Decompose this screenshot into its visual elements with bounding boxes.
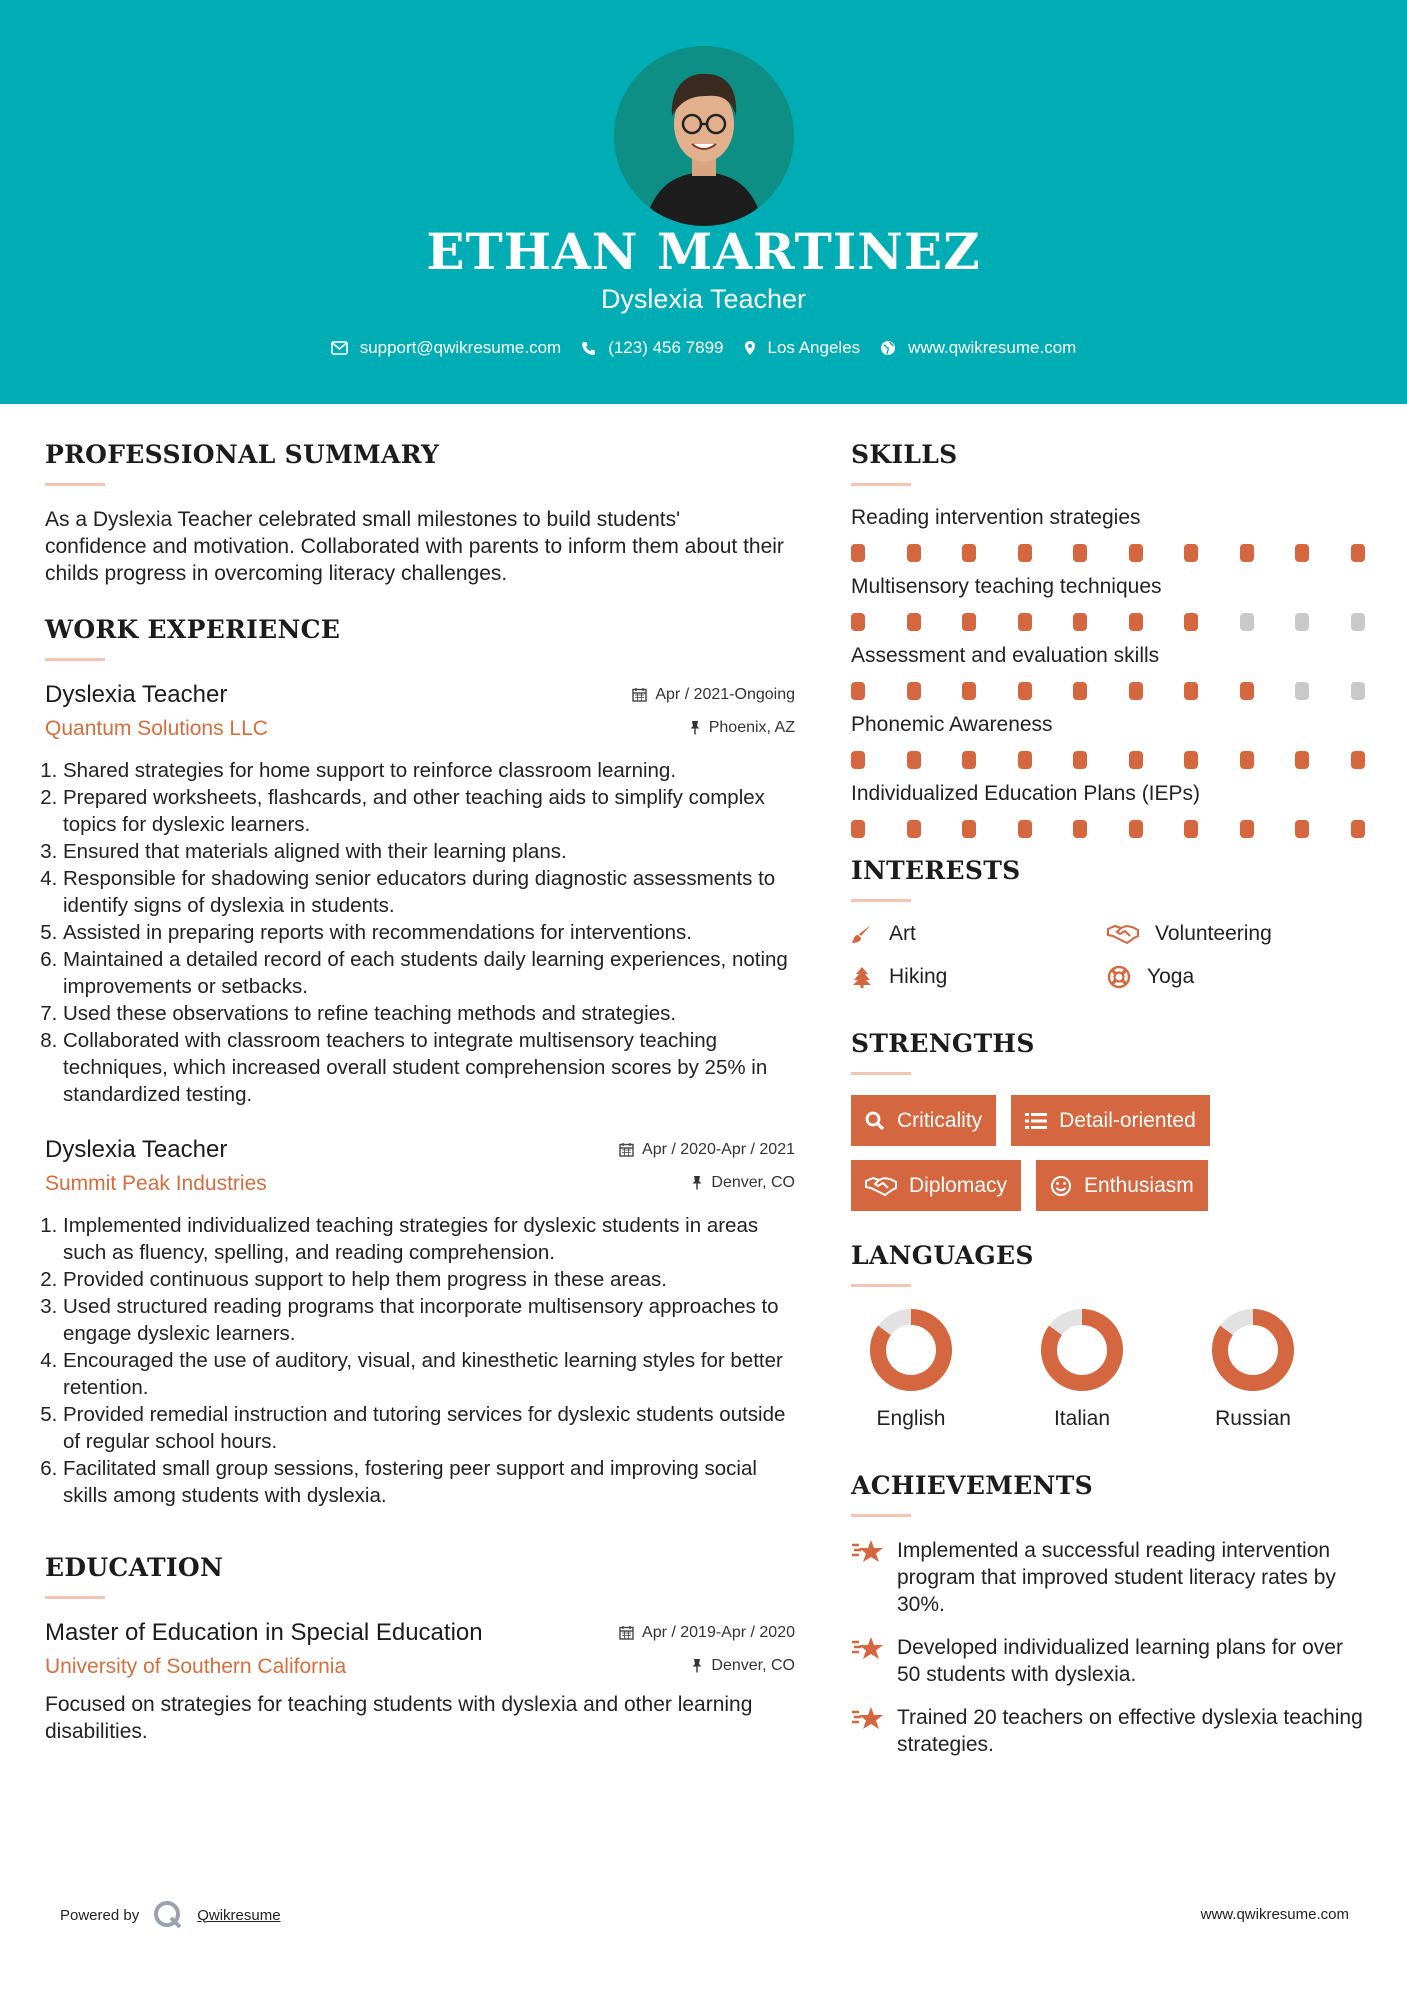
rating-dot-filled (907, 820, 921, 838)
achievement-text: Implemented a successful reading intervention program that improved student literacy rates by 30%. (897, 1539, 1336, 1616)
job-location: Phoenix, AZ (689, 719, 795, 737)
contact-bar (0, 338, 1407, 358)
contact-website[interactable] (880, 338, 1076, 358)
section-divider (851, 1514, 911, 1517)
footer-powered-by: Powered by Qwikresume (60, 1900, 281, 1930)
job-dates: Apr / 2021-Ongoing (632, 686, 795, 704)
education-location: Denver, CO (691, 1657, 795, 1675)
list-item: 5. Assisted in preparing reports with recommendations for interventions. (63, 919, 795, 946)
strength-tag-detail-oriented: Detail-oriented (1011, 1095, 1210, 1146)
contact-website-text[interactable]: www.qwikresume.com (908, 338, 1077, 357)
education-description: Focused on strategies for teaching students with dyslexia and other learning disabilities. (45, 1693, 753, 1743)
section-divider (45, 483, 105, 486)
rating-dot-filled (907, 751, 921, 769)
rating-dot-filled (851, 751, 865, 769)
interests-section (851, 856, 1371, 989)
profile-photo (614, 46, 794, 226)
section-divider (45, 658, 105, 661)
contact-phone[interactable] (581, 338, 723, 358)
list-item: 7. Used these observations to refine teaching methods and strategies. (63, 1000, 795, 1027)
left-column (45, 440, 795, 1745)
calendar-icon (619, 1625, 634, 1640)
rating-dot-filled (1240, 820, 1254, 838)
language-item (1193, 1307, 1364, 1431)
rating-dot-filled (1295, 751, 1309, 769)
paintbrush-icon (851, 923, 873, 945)
job-dates: Apr / 2020-Apr / 2021 (619, 1141, 795, 1159)
skill-rating (851, 820, 1365, 838)
rating-dot-filled (1184, 613, 1198, 631)
rating-dot-filled (1129, 751, 1143, 769)
rating-dot-filled (1073, 544, 1087, 562)
rating-dot-filled (1018, 751, 1032, 769)
rating-dot-filled (1351, 544, 1365, 562)
map-marker-icon (744, 340, 756, 356)
list-icon (1025, 1112, 1047, 1130)
skill-item (851, 575, 1371, 631)
job-entry (45, 681, 795, 1108)
school-name: University of Southern California (45, 1655, 347, 1678)
language-item (851, 1307, 1022, 1431)
contact-location-text: Los Angeles (767, 338, 861, 357)
section-divider (45, 1596, 105, 1599)
rating-dot-filled (1295, 544, 1309, 562)
skill-rating (851, 682, 1365, 700)
rating-dot-filled (962, 820, 976, 838)
rating-dot-filled (1073, 751, 1087, 769)
section-divider (851, 1284, 911, 1287)
achievement-text: Developed individualized learning plans for over 50 students with dyslexia. (897, 1636, 1343, 1686)
rating-dot-filled (962, 544, 976, 562)
section-divider (851, 899, 911, 902)
rating-dot-filled (1240, 544, 1254, 562)
skill-rating (851, 613, 1365, 631)
section-heading: STRENGTHS (851, 1029, 1035, 1058)
star-icon (851, 1636, 885, 1662)
pushpin-icon (691, 1658, 703, 1673)
rating-dot-filled (1129, 613, 1143, 631)
section-heading: SKILLS (851, 440, 958, 469)
interest-item-volunteering: Volunteering (1107, 922, 1363, 946)
list-item: 2. Prepared worksheets, flashcards, and other teaching aids to simplify complex topics for dyslexic learners. (63, 784, 795, 838)
skill-item (851, 506, 1371, 562)
qwikresume-logo-icon (153, 1900, 183, 1930)
pushpin-icon (691, 1175, 703, 1190)
language-name: Russian (1215, 1407, 1291, 1430)
skill-item (851, 644, 1371, 700)
skill-name: Phonemic Awareness (851, 713, 1053, 736)
language-level-ring (1039, 1307, 1125, 1393)
contact-email-text[interactable]: support@qwikresume.com (359, 338, 562, 357)
strength-tag-criticality: Criticality (851, 1095, 996, 1146)
rating-dot-filled (1240, 751, 1254, 769)
skill-name: Individualized Education Plans (IEPs) (851, 782, 1201, 805)
achievements-section (851, 1471, 1371, 1758)
footer-website-link[interactable]: www.qwikresume.com (1200, 1906, 1349, 1923)
rating-dot-filled (907, 613, 921, 631)
skill-item (851, 713, 1371, 769)
calendar-icon (632, 687, 647, 702)
list-item: 3. Used structured reading programs that incorporate multisensory approaches to engage dyslexic learners. (63, 1293, 795, 1347)
company-name: Quantum Solutions LLC (45, 717, 268, 740)
rating-dot-filled (1184, 544, 1198, 562)
phone-icon (581, 341, 596, 356)
section-heading: EDUCATION (45, 1553, 224, 1582)
job-location: Denver, CO (691, 1174, 795, 1192)
rating-dot-filled (1129, 682, 1143, 700)
rating-dot-filled (851, 820, 865, 838)
rating-dot-filled (1351, 820, 1365, 838)
strengths-section (851, 1029, 1371, 1211)
summary-text: As a Dyslexia Teacher celebrated small milestones to build students' confidence and motivation. Collaborated with parents to inform them about their childs progress in overcoming literacy challenges. (45, 508, 784, 585)
skills-section (851, 440, 1371, 838)
rating-dot-filled (1018, 613, 1032, 631)
handshake-icon (865, 1175, 897, 1197)
rating-dot-filled (1073, 682, 1087, 700)
achievement-item (851, 1634, 1371, 1688)
section-heading: PROFESSIONAL SUMMARY (45, 440, 440, 469)
job-entry-title: Dyslexia Teacher (45, 1136, 228, 1163)
rating-dot-filled (1240, 682, 1254, 700)
contact-location (744, 338, 861, 358)
rating-dot-filled (1295, 820, 1309, 838)
rating-dot-filled (1018, 544, 1032, 562)
section-heading: WORK EXPERIENCE (45, 615, 341, 644)
rating-dot-filled (907, 682, 921, 700)
languages-section (851, 1241, 1371, 1431)
section-heading: INTERESTS (851, 856, 1021, 885)
skill-rating (851, 544, 1365, 562)
life-ring-icon (1107, 965, 1131, 989)
education-dates: Apr / 2019-Apr / 2020 (619, 1624, 795, 1642)
rating-dot-filled (1073, 613, 1087, 631)
list-item: 6. Facilitated small group sessions, fostering peer support and improving social skills among students with dyslexia. (63, 1455, 795, 1509)
duty-list (45, 1212, 795, 1509)
rating-dot-filled (851, 613, 865, 631)
language-level-ring (868, 1307, 954, 1393)
star-icon (851, 1706, 885, 1732)
list-item: 4. Encouraged the use of auditory, visual, and kinesthetic learning styles for better retention. (63, 1347, 795, 1401)
rating-dot-filled (1184, 751, 1198, 769)
skill-name: Assessment and evaluation skills (851, 644, 1160, 667)
rating-dot-filled (851, 544, 865, 562)
list-item: 5. Provided remedial instruction and tutoring services for dyslexic students outside of regular school hours. (63, 1401, 795, 1455)
skill-name: Reading intervention strategies (851, 506, 1141, 529)
rating-dot-filled (851, 682, 865, 700)
degree-title: Master of Education in Special Education (45, 1619, 483, 1646)
tree-icon (851, 966, 873, 988)
language-level-ring (1210, 1307, 1296, 1393)
job-entry-title: Dyslexia Teacher (45, 681, 228, 708)
handshake-icon (1107, 923, 1139, 945)
star-icon (851, 1539, 885, 1565)
list-item: 1. Shared strategies for home support to reinforce classroom learning. (63, 757, 795, 784)
list-item: 8. Collaborated with classroom teachers to integrate multisensory teaching techniques, which increased overall student comprehension scores by 25% in standardized testing. (63, 1027, 795, 1108)
strength-tag-enthusiasm: Enthusiasm (1036, 1160, 1208, 1211)
job-entry (45, 1136, 795, 1509)
list-item: 2. Provided continuous support to help them progress in these areas. (63, 1266, 795, 1293)
envelope-icon (331, 341, 348, 355)
interest-item-art: Art (851, 922, 1107, 946)
rating-dot-filled (1018, 820, 1032, 838)
list-item: 6. Maintained a detailed record of each students daily learning experiences, noting improvements or setbacks. (63, 946, 795, 1000)
skill-item (851, 782, 1371, 838)
rating-dot-filled (962, 751, 976, 769)
list-item: 3. Ensured that materials aligned with their learning plans. (63, 838, 795, 865)
rating-dot-filled (1351, 751, 1365, 769)
rating-dot-filled (907, 544, 921, 562)
contact-email[interactable] (331, 338, 562, 358)
summary-section (45, 440, 795, 587)
resume-header (0, 0, 1407, 404)
duty-list (45, 757, 795, 1108)
smile-icon (1050, 1175, 1072, 1197)
language-name: Italian (1053, 1407, 1111, 1430)
section-heading: ACHIEVEMENTS (851, 1471, 1093, 1500)
rating-dot-empty (1351, 682, 1365, 700)
search-icon (865, 1111, 885, 1131)
pushpin-icon (689, 720, 701, 735)
section-divider (851, 483, 911, 486)
rating-dot-filled (962, 682, 976, 700)
rating-dot-filled (1129, 820, 1143, 838)
rating-dot-filled (1129, 544, 1143, 562)
rating-dot-empty (1295, 682, 1309, 700)
rating-dot-filled (1184, 682, 1198, 700)
rating-dot-empty (1240, 613, 1254, 631)
calendar-icon (619, 1142, 634, 1157)
contact-phone-text[interactable]: (123) 456 7899 (608, 338, 724, 357)
rating-dot-empty (1295, 613, 1309, 631)
achievement-text: Trained 20 teachers on effective dyslexia teaching strategies. (897, 1706, 1363, 1756)
language-name: English (876, 1407, 946, 1430)
right-column (851, 440, 1371, 1774)
list-item: 1. Implemented individualized teaching strategies for dyslexic students in areas such as fluency, spelling, and reading comprehension. (63, 1212, 795, 1266)
company-name: Summit Peak Industries (45, 1172, 267, 1195)
language-item (1022, 1307, 1193, 1431)
achievement-item (851, 1537, 1371, 1618)
skill-rating (851, 751, 1365, 769)
list-item: 4. Responsible for shadowing senior educators during diagnostic assessments to identify signs of dyslexia in students. (63, 865, 795, 919)
experience-section (45, 615, 795, 1509)
interest-item-hiking: Hiking (851, 965, 1107, 989)
rating-dot-filled (1073, 820, 1087, 838)
rating-dot-empty (1351, 613, 1365, 631)
interest-item-yoga: Yoga (1107, 965, 1363, 989)
job-title: Dyslexia Teacher (600, 284, 807, 314)
globe-icon (880, 340, 896, 356)
section-divider (851, 1072, 911, 1075)
section-heading: LANGUAGES (851, 1241, 1034, 1270)
skill-name: Multisensory teaching techniques (851, 575, 1162, 598)
candidate-name: ETHAN MARTINEZ (426, 222, 981, 281)
education-section (45, 1553, 795, 1745)
achievement-item (851, 1704, 1371, 1758)
rating-dot-filled (962, 613, 976, 631)
strength-tag-diplomacy: Diplomacy (851, 1160, 1021, 1211)
rating-dot-filled (1184, 820, 1198, 838)
footer-brand-link[interactable]: Qwikresume (197, 1906, 281, 1924)
rating-dot-filled (1018, 682, 1032, 700)
